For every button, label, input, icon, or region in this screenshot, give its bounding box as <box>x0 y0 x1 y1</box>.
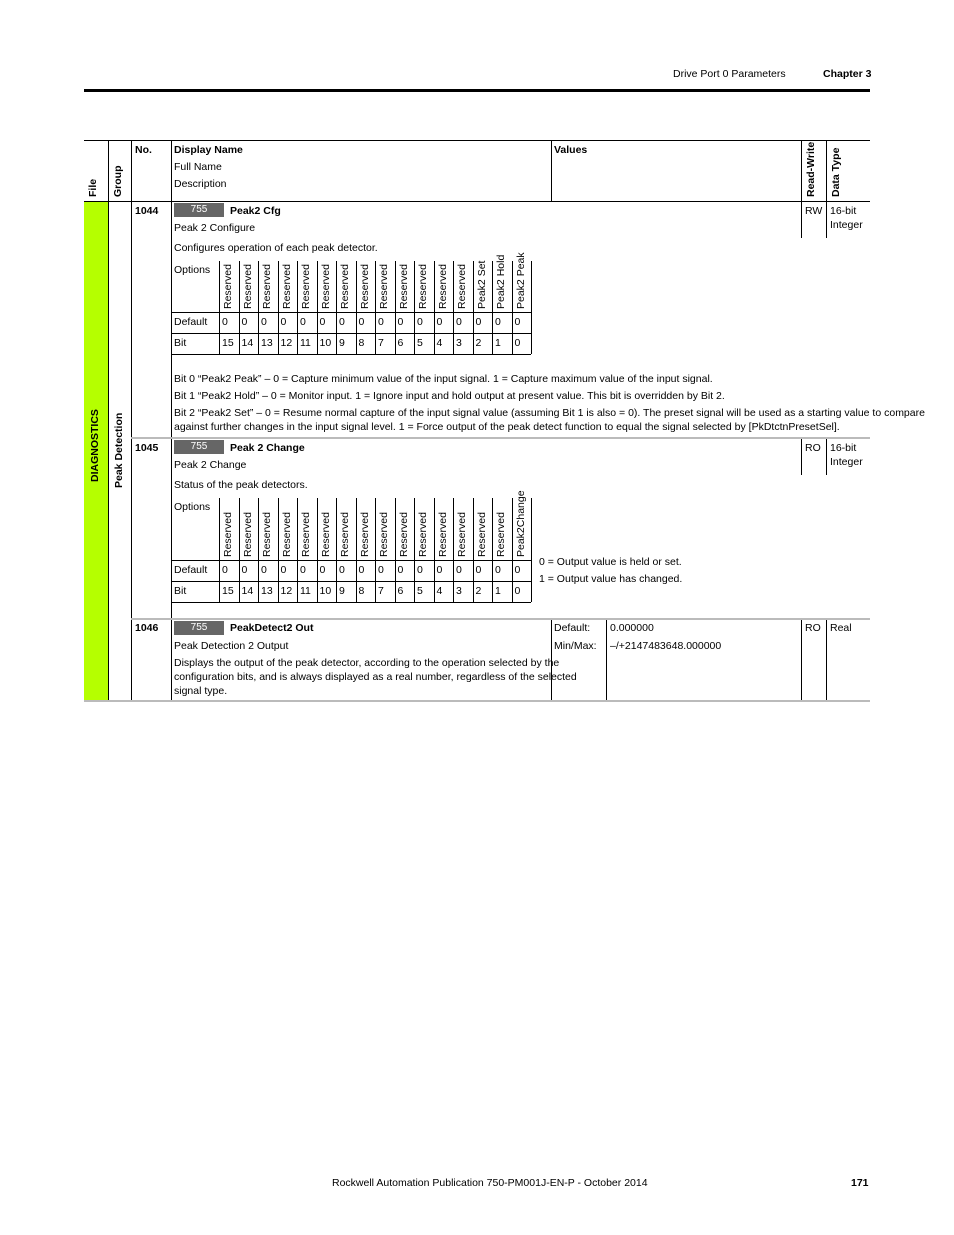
bit-table-rule <box>317 498 318 602</box>
header-file: File <box>87 178 99 197</box>
header-description: Description <box>174 178 227 190</box>
bit-table-rule <box>356 498 357 602</box>
default-label: Default <box>174 316 208 328</box>
option-name: Reserved <box>397 512 410 557</box>
default-value: 0 <box>417 316 423 328</box>
param-full-name: Peak 2 Configure <box>174 222 256 234</box>
bit-number: 6 <box>397 337 404 349</box>
row-divider <box>826 439 827 475</box>
bit-number: 14 <box>241 585 254 597</box>
header-rule <box>84 89 870 92</box>
bit-table-rule <box>434 261 435 354</box>
bit-table-rule <box>531 498 532 602</box>
row-divider <box>171 620 172 700</box>
option-name: Peak2 Set <box>475 260 488 309</box>
minmax-label: Min/Max: <box>554 640 597 652</box>
bit-number: 0 <box>514 585 521 597</box>
param-display-name: Peak 2 Change <box>230 442 305 454</box>
bit-table <box>172 252 532 354</box>
bit-note: Bit 1 “Peak2 Hold” – 0 = Monitor input. 1 = Ignore input and hold output at present value. This bit is overridden by Bit 2. <box>174 390 725 402</box>
bit-table-rule <box>473 261 474 354</box>
bit-number: 3 <box>456 585 462 597</box>
default-value: 0 <box>261 316 267 328</box>
bit-table-rule <box>395 261 396 354</box>
default-value: 0 <box>436 316 443 328</box>
footer-publication: Rockwell Automation Publication 750-PM001J-EN-P - October 2014 <box>332 1177 648 1189</box>
param-display-name: Peak2 Cfg <box>230 205 281 217</box>
table-top-rule <box>84 140 870 141</box>
row-divider <box>826 202 827 238</box>
options-label: Options <box>174 264 211 276</box>
bit-table-rule <box>434 498 435 602</box>
table-bottom-rule <box>84 700 870 702</box>
header-chapter: Chapter 3 <box>823 68 872 80</box>
option-name: Reserved <box>319 512 332 557</box>
default-value: 0 <box>378 564 384 576</box>
param-read-write: RO <box>805 622 821 634</box>
header-values: Values <box>554 144 588 156</box>
row-divider <box>801 202 802 238</box>
bit-number: 6 <box>397 585 404 597</box>
bit-table-rule <box>172 354 531 355</box>
header-section: Drive Port 0 Parameters <box>673 68 786 80</box>
group-label: Peak Detection <box>113 412 125 488</box>
bit-table-rule <box>336 261 337 354</box>
option-name: Reserved <box>222 512 234 557</box>
bit-table-rule <box>278 498 279 602</box>
bit-number: 15 <box>222 337 234 349</box>
bit-number: 7 <box>378 585 384 597</box>
param-full-name: Peak 2 Change <box>174 459 247 471</box>
bit-table-rule <box>297 261 298 354</box>
header-display-name: Display Name <box>174 144 243 156</box>
option-name: Peak2Change <box>514 490 527 557</box>
bit-table-rule <box>278 261 279 354</box>
default-value: 0 <box>319 316 326 328</box>
col-divider <box>551 140 552 202</box>
default-value: 0 <box>495 316 501 328</box>
option-name: Reserved <box>495 512 507 557</box>
bit-number: 4 <box>436 337 443 349</box>
param-description: configuration bits, and is always displayed as a real number, regardless of the selected <box>174 671 577 683</box>
param-description: signal type. <box>174 685 228 697</box>
default-value: 0 <box>222 564 228 576</box>
bit-table-rule <box>356 261 357 354</box>
default-value: 0 <box>300 316 306 328</box>
option-name: Reserved <box>358 264 371 309</box>
bit-number: 11 <box>300 337 311 349</box>
bit-table <box>172 490 532 601</box>
param-read-write: RW <box>805 205 823 217</box>
bit-number: 13 <box>261 337 273 349</box>
param-description: Configures operation of each peak detector. <box>174 242 378 254</box>
option-name: Reserved <box>222 264 234 309</box>
option-name: Reserved <box>358 512 371 557</box>
table-header-rule <box>84 201 870 202</box>
param-data-type: Real <box>830 622 852 634</box>
option-name: Reserved <box>475 512 488 557</box>
bit-table-rule <box>473 498 474 602</box>
header-data-type: Data Type <box>830 147 842 197</box>
default-value: 0 <box>417 564 423 576</box>
bit-number: 2 <box>475 585 482 597</box>
bit-number: 10 <box>319 585 332 597</box>
row-divider <box>826 620 827 700</box>
header-full-name: Full Name <box>174 161 222 173</box>
default-value: 0.000000 <box>610 622 654 634</box>
option-name: Reserved <box>436 264 449 309</box>
option-name: Reserved <box>417 264 429 309</box>
bit-table-rule <box>219 261 220 354</box>
options-label: Options <box>174 501 211 513</box>
default-value: 0 <box>280 316 287 328</box>
bit-number: 5 <box>417 337 423 349</box>
bit-number: 9 <box>339 585 345 597</box>
default-value: 0 <box>280 564 287 576</box>
row-divider <box>801 439 802 475</box>
default-value: 0 <box>397 316 404 328</box>
default-value: 0 <box>456 316 462 328</box>
option-name: Reserved <box>436 512 449 557</box>
bit-table-rule <box>258 498 259 602</box>
option-name: Reserved <box>261 264 273 309</box>
option-name: Reserved <box>241 512 254 557</box>
drive-tag: 755 <box>174 440 224 454</box>
default-value: 0 <box>378 316 384 328</box>
default-value: 0 <box>222 316 228 328</box>
drive-tag: 755 <box>174 203 224 217</box>
default-value: 0 <box>436 564 443 576</box>
param-number: 1046 <box>135 622 159 634</box>
bit-table-rule <box>395 498 396 602</box>
bit-number: 2 <box>475 337 482 349</box>
bit-note: against further changes in the input signal level. 1 = Force output of the peak detect function to equal the signal selected by [PkDtctnPresetSel]. <box>174 421 840 433</box>
bit-table-rule <box>336 498 337 602</box>
param-data-type: 16-bit <box>830 442 857 454</box>
default-value: 0 <box>495 564 501 576</box>
bit-number: 7 <box>378 337 384 349</box>
param-read-write: RO <box>805 442 821 454</box>
bit-number: 15 <box>222 585 234 597</box>
bit-note: Bit 0 “Peak2 Peak” – 0 = Capture minimum value of the input signal. 1 = Capture maximum value of the input signal. <box>174 373 713 385</box>
bit-table-rule <box>414 261 415 354</box>
bit-table-rule <box>375 261 376 354</box>
default-value: 0 <box>300 564 306 576</box>
bit-number: 8 <box>358 337 365 349</box>
bit-table-rule <box>172 333 531 334</box>
option-name: Reserved <box>456 512 468 557</box>
param-full-name: Peak Detection 2 Output <box>174 640 289 652</box>
option-name: Peak2 Hold <box>495 254 507 309</box>
default-value: 0 <box>475 564 482 576</box>
param-data-type: 16-bit <box>830 205 857 217</box>
option-name: Reserved <box>397 264 410 309</box>
param-number: 1044 <box>135 205 159 217</box>
default-value: 0 <box>241 316 248 328</box>
default-value: 0 <box>456 564 462 576</box>
bit-number: 3 <box>456 337 462 349</box>
option-name: Reserved <box>456 264 468 309</box>
option-name: Peak2 Peak <box>514 252 527 309</box>
bit-table-rule <box>375 498 376 602</box>
param-display-name: PeakDetect2 Out <box>230 622 314 634</box>
bit-table-rule <box>512 498 513 602</box>
default-value: 0 <box>475 316 482 328</box>
minmax-value: –/+2147483648.000000 <box>610 640 722 652</box>
option-name: Reserved <box>280 264 293 309</box>
bit-number: 13 <box>261 585 273 597</box>
option-name: Reserved <box>280 512 293 557</box>
page-number: 171 <box>851 1177 869 1189</box>
default-value: 0 <box>358 564 365 576</box>
bit-table-rule <box>172 312 531 313</box>
header-read-write: Read-Write <box>805 141 817 197</box>
drive-tag: 755 <box>174 621 224 635</box>
default-value: 0 <box>319 564 326 576</box>
option-name: Reserved <box>378 264 390 309</box>
default-label: Default <box>174 564 208 576</box>
bit-number: 9 <box>339 337 345 349</box>
option-name: Reserved <box>378 512 390 557</box>
col-divider <box>108 140 109 700</box>
value-note: 1 = Output value has changed. <box>539 573 683 585</box>
bit-number: 10 <box>319 337 332 349</box>
param-data-type: Integer <box>830 456 863 468</box>
param-description: Displays the output of the peak detector, according to the operation selected by the <box>174 657 560 669</box>
option-name: Reserved <box>339 264 351 309</box>
bit-table-rule <box>512 261 513 354</box>
bit-number: 1 <box>495 585 501 597</box>
file-label: DIAGNOSTICS <box>89 409 101 482</box>
param-data-type: Integer <box>830 219 863 231</box>
default-value: 0 <box>339 564 345 576</box>
param-description: Status of the peak detectors. <box>174 479 308 491</box>
bit-table-rule <box>239 261 240 354</box>
bit-table-rule <box>531 261 532 354</box>
col-divider <box>171 140 172 202</box>
default-value: 0 <box>358 316 365 328</box>
col-divider <box>801 140 802 202</box>
bit-table-rule <box>492 261 493 354</box>
bit-number: 0 <box>514 337 521 349</box>
bit-table-rule <box>492 498 493 602</box>
bit-table-rule <box>172 581 531 582</box>
bit-number: 8 <box>358 585 365 597</box>
default-value: 0 <box>261 564 267 576</box>
option-name: Reserved <box>241 264 254 309</box>
bit-number: 12 <box>280 337 293 349</box>
header-group: Group <box>112 165 124 197</box>
bit-table-rule <box>239 498 240 602</box>
option-name: Reserved <box>339 512 351 557</box>
bit-table-rule <box>297 498 298 602</box>
bit-label: Bit <box>174 337 187 349</box>
option-name: Reserved <box>261 512 273 557</box>
bit-table-rule <box>414 498 415 602</box>
bit-table-rule <box>317 261 318 354</box>
default-value: 0 <box>339 316 345 328</box>
option-name: Reserved <box>319 264 332 309</box>
default-value: 0 <box>241 564 248 576</box>
option-name: Reserved <box>300 264 312 309</box>
bit-number: 12 <box>280 585 293 597</box>
bit-table-rule <box>453 498 454 602</box>
col-divider <box>826 140 827 202</box>
default-value: 0 <box>397 564 404 576</box>
row-rule <box>131 618 870 620</box>
bit-table-rule <box>172 602 531 603</box>
default-label: Default: <box>554 622 591 634</box>
bit-number: 5 <box>417 585 423 597</box>
default-value: 0 <box>514 564 521 576</box>
bit-number: 1 <box>495 337 501 349</box>
option-name: Reserved <box>300 512 312 557</box>
bit-table-rule <box>219 498 220 602</box>
default-value: 0 <box>514 316 521 328</box>
bit-table-rule <box>172 560 531 561</box>
bit-number: 4 <box>436 585 443 597</box>
value-note: 0 = Output value is held or set. <box>539 556 682 568</box>
col-divider <box>131 140 132 700</box>
bit-number: 11 <box>300 585 311 597</box>
bit-table-rule <box>453 261 454 354</box>
bit-note: Bit 2 “Peak2 Set” – 0 = Resume normal capture of the input signal value (assuming Bit 1 is also = 0). The preset signal will be used as a starting value to compare <box>174 407 925 419</box>
bit-table-rule <box>258 261 259 354</box>
param-number: 1045 <box>135 442 159 454</box>
row-divider <box>801 620 802 700</box>
row-rule <box>131 437 870 439</box>
row-divider <box>606 620 607 700</box>
option-name: Reserved <box>417 512 429 557</box>
bit-label: Bit <box>174 585 187 597</box>
header-no: No. <box>135 144 152 156</box>
bit-number: 14 <box>241 337 254 349</box>
